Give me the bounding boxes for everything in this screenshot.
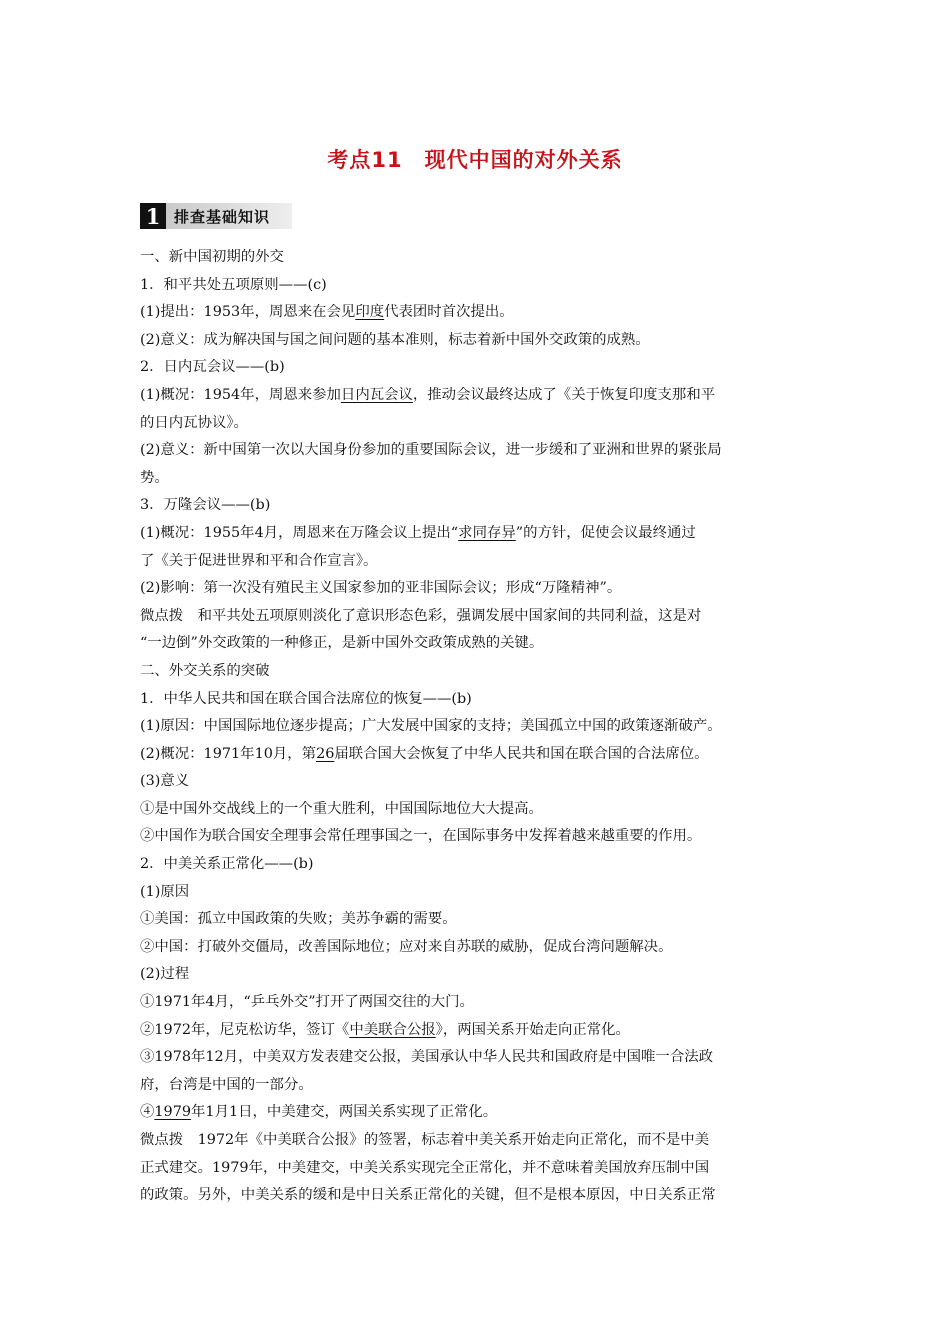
text-segment: ③1978年12月，中美双方发表建交公报，美国承认中华人民共和国政府是中国唯一合法政 <box>140 1049 713 1066</box>
text-line <box>140 548 812 576</box>
text-line <box>140 768 812 796</box>
text-line <box>140 299 812 327</box>
text-segment: 1．中华人民共和国在联合国合法席位的恢复——(b) <box>140 690 472 707</box>
section-number-badge: 1 <box>140 203 166 229</box>
text-line <box>140 575 812 603</box>
text-segment: 》，两国关系开始走向正常化。 <box>435 1021 630 1038</box>
text-line <box>140 906 812 934</box>
text-line <box>140 410 812 438</box>
text-segment: (2)意义：成为解决国与国之间问题的基本准则，标志着新中国外交政策的成熟。 <box>140 331 650 348</box>
text-line <box>140 658 812 686</box>
document-body <box>140 244 812 1210</box>
text-segment: (1)概况：1955年4月，周恩来在万隆会议上提出“ <box>140 524 459 541</box>
text-segment: 3．万隆会议——(b) <box>140 497 271 514</box>
text-segment: ②1972年，尼克松访华，签订《 <box>140 1021 350 1038</box>
text-line <box>140 1072 812 1100</box>
text-line <box>140 961 812 989</box>
text-line <box>140 630 812 658</box>
text-segment: ②中国作为联合国安全理事会常任理事国之一，在国际事务中发挥着越来越重要的作用。 <box>140 828 702 845</box>
text-segment: ②中国：打破外交僵局，改善国际地位；应对来自苏联的威胁，促成台湾问题解决。 <box>140 938 673 955</box>
text-line <box>140 1182 812 1210</box>
text-line <box>140 272 812 300</box>
text-segment: (1)原因：中国国际地位逐步提高；广大发展中国家的支持；美国孤立中国的政策逐渐破产。 <box>140 718 722 735</box>
text-segment: 2．中美关系正常化——(b) <box>140 856 314 873</box>
text-segment: 二、外交关系的突破 <box>140 662 270 679</box>
underlined-keyword: 印度 <box>355 304 385 321</box>
text-segment: “一边倒”外交政策的一种修正，是新中国外交政策成熟的关键。 <box>140 635 544 652</box>
text-segment: (3)意义 <box>140 773 190 790</box>
text-line <box>140 1099 812 1127</box>
underlined-keyword: 中美联合公报 <box>349 1021 436 1038</box>
text-segment: (1)原因 <box>140 883 190 900</box>
text-segment: 代表团时首次提出。 <box>384 304 514 321</box>
text-segment: 1．和平共处五项原则——(c) <box>140 276 327 293</box>
text-segment: (2)概况：1971年10月，第 <box>140 745 317 762</box>
text-line <box>140 796 812 824</box>
text-line <box>140 1017 812 1045</box>
text-segment: (2)过程 <box>140 966 190 983</box>
text-segment: 届联合国大会恢复了中华人民共和国在联合国的合法席位。 <box>334 745 709 762</box>
text-segment: ，推动会议最终达成了《关于恢复印度支那和平 <box>412 386 716 403</box>
section-header <box>140 203 292 229</box>
underlined-keyword: 求同存异 <box>458 524 516 541</box>
text-line <box>140 879 812 907</box>
text-line <box>140 1044 812 1072</box>
text-line <box>140 1127 812 1155</box>
text-segment: ①美国：孤立中国政策的失败；美苏争霸的需要。 <box>140 911 457 928</box>
underlined-keyword: 日内瓦会议 <box>340 386 413 403</box>
text-line <box>140 851 812 879</box>
text-segment: 2．日内瓦会议——(b) <box>140 359 285 376</box>
text-line <box>140 492 812 520</box>
text-line <box>140 713 812 741</box>
text-segment: ④ <box>140 1104 155 1121</box>
text-line <box>140 244 812 272</box>
text-segment: 一、新中国初期的外交 <box>140 249 284 265</box>
text-segment: (2)意义：新中国第一次以大国身份参加的重要国际会议，进一步缓和了亚洲和世界的紧张局 <box>140 442 722 459</box>
text-line <box>140 741 812 769</box>
text-segment: 的日内瓦协议》。 <box>140 414 248 431</box>
text-line <box>140 437 812 465</box>
text-segment: 势。 <box>140 469 169 486</box>
underlined-keyword: 1979 <box>154 1104 192 1121</box>
section-label: 排查基础知识 <box>166 203 292 229</box>
text-segment: 了《关于促进世界和平和合作宣言》。 <box>140 552 378 569</box>
text-segment: ①是中国外交战线上的一个重大胜利，中国国际地位大大提高。 <box>140 800 543 817</box>
text-line <box>140 1155 812 1183</box>
text-segment: 微点拨 和平共处五项原则淡化了意识形态色彩，强调发展中国家间的共同利益，这是对 <box>140 607 702 624</box>
page-title: 考点11 现代中国的对外关系 <box>327 148 623 172</box>
text-line <box>140 327 812 355</box>
text-segment: 府，台湾是中国的一部分。 <box>140 1076 313 1093</box>
text-line <box>140 686 812 714</box>
text-segment: (1)概况：1954年，周恩来参加 <box>140 386 341 403</box>
text-line <box>140 465 812 493</box>
underlined-keyword: 26 <box>316 745 335 762</box>
text-line <box>140 823 812 851</box>
text-line <box>140 603 812 631</box>
text-line <box>140 989 812 1017</box>
text-segment: 的政策。另外，中美关系的缓和是中日关系正常化的关键，但不是根本原因，中日关系正常 <box>140 1187 716 1204</box>
text-segment: 微点拨 1972年《中美联合公报》的签署，标志着中美关系开始走向正常化，而不是中美 <box>140 1132 710 1148</box>
text-line <box>140 354 812 382</box>
text-segment: ①1971年4月，“乒乓外交”打开了两国交往的大门。 <box>140 994 474 1011</box>
text-line <box>140 520 812 548</box>
text-segment: (2)影响：第一次没有殖民主义国家参加的亚非国际会议；形成“万隆精神”。 <box>140 580 622 597</box>
text-line <box>140 382 812 410</box>
text-segment: ”的方针，促使会议最终通过 <box>515 524 696 541</box>
text-line <box>140 934 812 962</box>
text-segment: 年1月1日，中美建交，两国关系实现了正常化。 <box>191 1104 498 1121</box>
text-segment: (1)提出：1953年，周恩来在会见 <box>140 304 356 321</box>
text-segment: 正式建交。1979年，中美建交，中美关系实现完全正常化，并不意味着美国放弃压制中国 <box>140 1159 710 1176</box>
